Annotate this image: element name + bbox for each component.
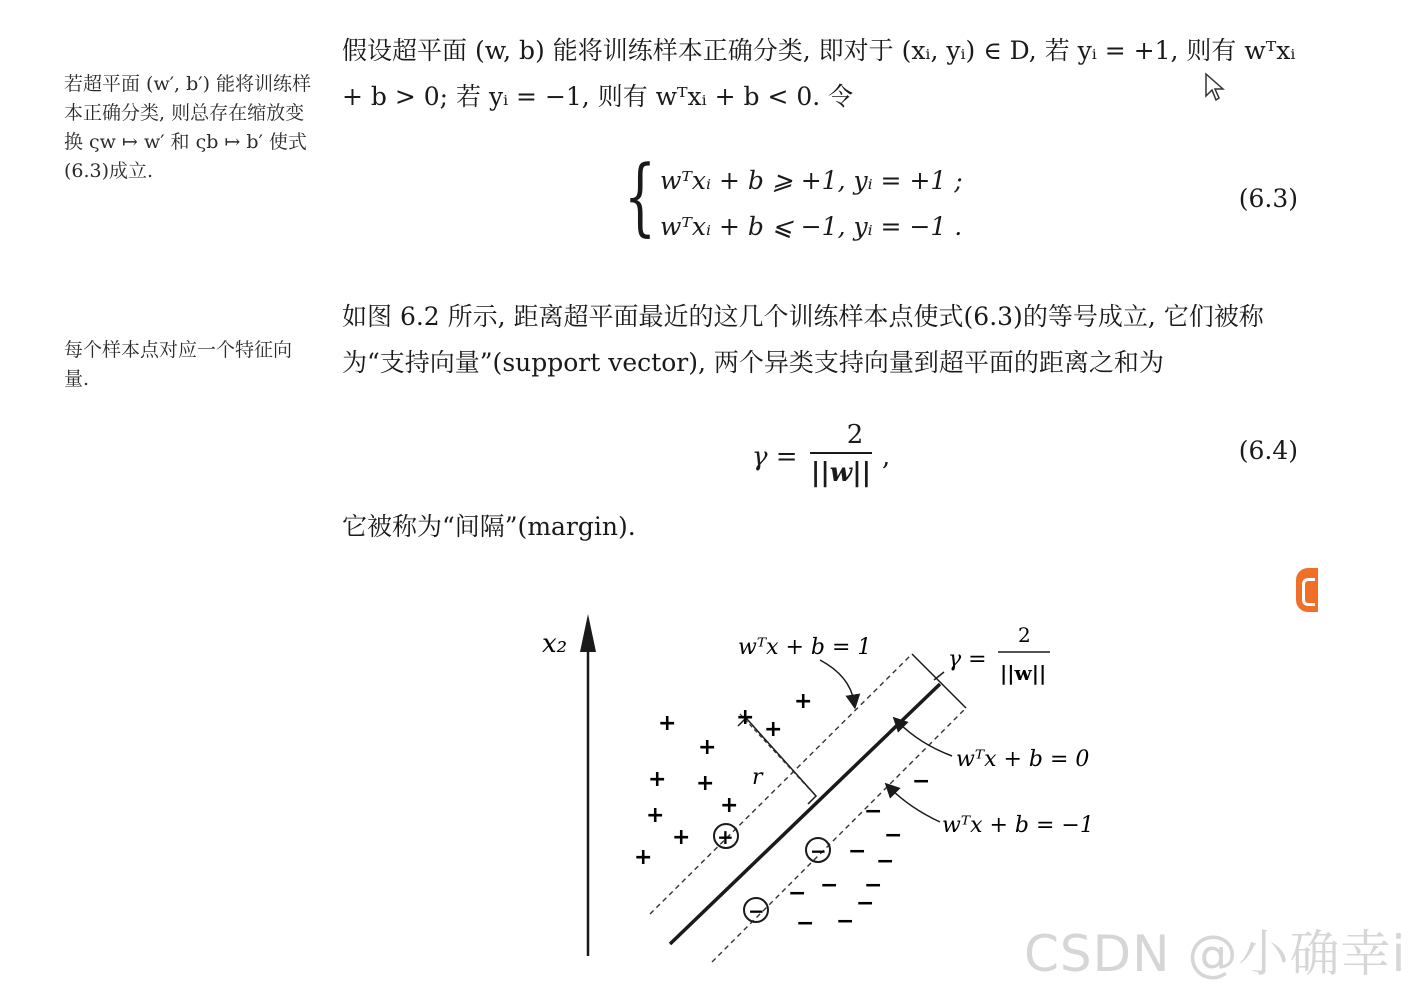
arrow-hyperplane-label — [898, 722, 952, 756]
equation-6-4-lhs: γ = — [752, 442, 798, 472]
plus-sample: + — [648, 767, 667, 792]
equation-6-4 — [752, 420, 952, 490]
plus-sample: + — [736, 705, 755, 730]
svm-margin-figure — [520, 596, 1140, 966]
equation-6-4-numerator: 2 — [846, 420, 864, 450]
equation-6-3-line1: wᵀxᵢ + b ⩾ +1, yᵢ = +1 ; — [660, 166, 963, 195]
minus-sample: − — [912, 769, 931, 794]
arrow-positive-label — [820, 660, 854, 702]
minus-sample: − — [884, 823, 903, 848]
plus-sample: + — [696, 771, 715, 796]
plus-sample: + — [764, 717, 783, 742]
plus-sample: + — [794, 689, 813, 714]
gamma-label-den: ||w|| — [1000, 661, 1047, 685]
equation-6-3-line2: wᵀxᵢ + b ⩽ −1, yᵢ = −1 . — [660, 212, 963, 241]
minus-sample: − — [848, 839, 867, 864]
negative-support-vector-symbol: − — [748, 899, 765, 923]
csdn-watermark: CSDN @小确幸i — [1024, 925, 1407, 983]
gamma-label-num: 2 — [1018, 623, 1031, 647]
positive-support-vector-symbol: + — [717, 825, 734, 849]
equation-number-6-4: (6.4) — [1238, 436, 1298, 465]
gamma-bracket-tick — [934, 672, 944, 680]
negative-support-vector-symbol: − — [810, 839, 827, 863]
minus-sample: − — [796, 911, 815, 936]
gamma-label-lhs: γ = — [948, 647, 987, 672]
x2-axis-label: x₂ — [542, 629, 568, 659]
minus-sample: − — [864, 873, 883, 898]
minus-sample: − — [876, 849, 895, 874]
left-brace: { — [624, 147, 657, 245]
margin-note-feature-vector: 每个样本点对应一个特征向量. — [64, 339, 293, 390]
equation-6-4-comma: , — [882, 442, 891, 472]
plus-sample: + — [646, 803, 665, 828]
plus-sample: + — [698, 735, 717, 760]
minus-sample: − — [820, 873, 839, 898]
margin-note-scaling: 若超平面 (w′, b′) 能将训练样本正确分类, 则总存在缩放变换 ςw ↦ w′ 和 ςb ↦ b′ 使式(6.3)成立. — [64, 73, 312, 182]
equation-6-4-denominator: ||w|| — [810, 458, 872, 488]
floating-side-badge[interactable] — [1296, 568, 1318, 612]
minus-sample: − — [856, 891, 875, 916]
plus-sample: + — [658, 711, 677, 736]
label-negative-line: wᵀx + b = −1 — [942, 813, 1094, 838]
plus-sample: + — [634, 845, 653, 870]
equation-6-3 — [624, 147, 1044, 252]
label-positive-line: wᵀx + b = 1 — [738, 635, 872, 660]
mouse-cursor-icon — [1204, 72, 1226, 104]
plus-sample: + — [720, 793, 739, 818]
x2-axis-arrow — [580, 614, 596, 652]
plus-sample: + — [672, 825, 691, 850]
minus-sample: − — [836, 909, 855, 934]
r-label: r — [752, 765, 763, 790]
equation-number-6-3: (6.3) — [1238, 184, 1298, 213]
paragraph-hyperplane-assumption: 假设超平面 (w, b) 能将训练样本正确分类, 即对于 (xᵢ, yᵢ) ∈ D, 若 yᵢ = +1, 则有 wᵀxᵢ + b > 0; 若 yᵢ = −1, 则有 wᵀxᵢ + b < 0. 令 — [342, 36, 1296, 111]
paragraph-margin: 它被称为“间隔”(margin). — [342, 512, 636, 541]
minus-sample: − — [788, 881, 807, 906]
fraction-bar — [810, 452, 872, 454]
paragraph-support-vector: 如图 6.2 所示, 距离超平面最近的这几个训练样本点使式(6.3)的等号成立, 它们被称为“支持向量”(support vector), 两个异类支持向量到超平面的距离之和为 — [342, 302, 1264, 377]
minus-sample: − — [864, 799, 883, 824]
label-hyperplane: wᵀx + b = 0 — [956, 747, 1090, 772]
svm-figure-svg — [520, 596, 1140, 966]
